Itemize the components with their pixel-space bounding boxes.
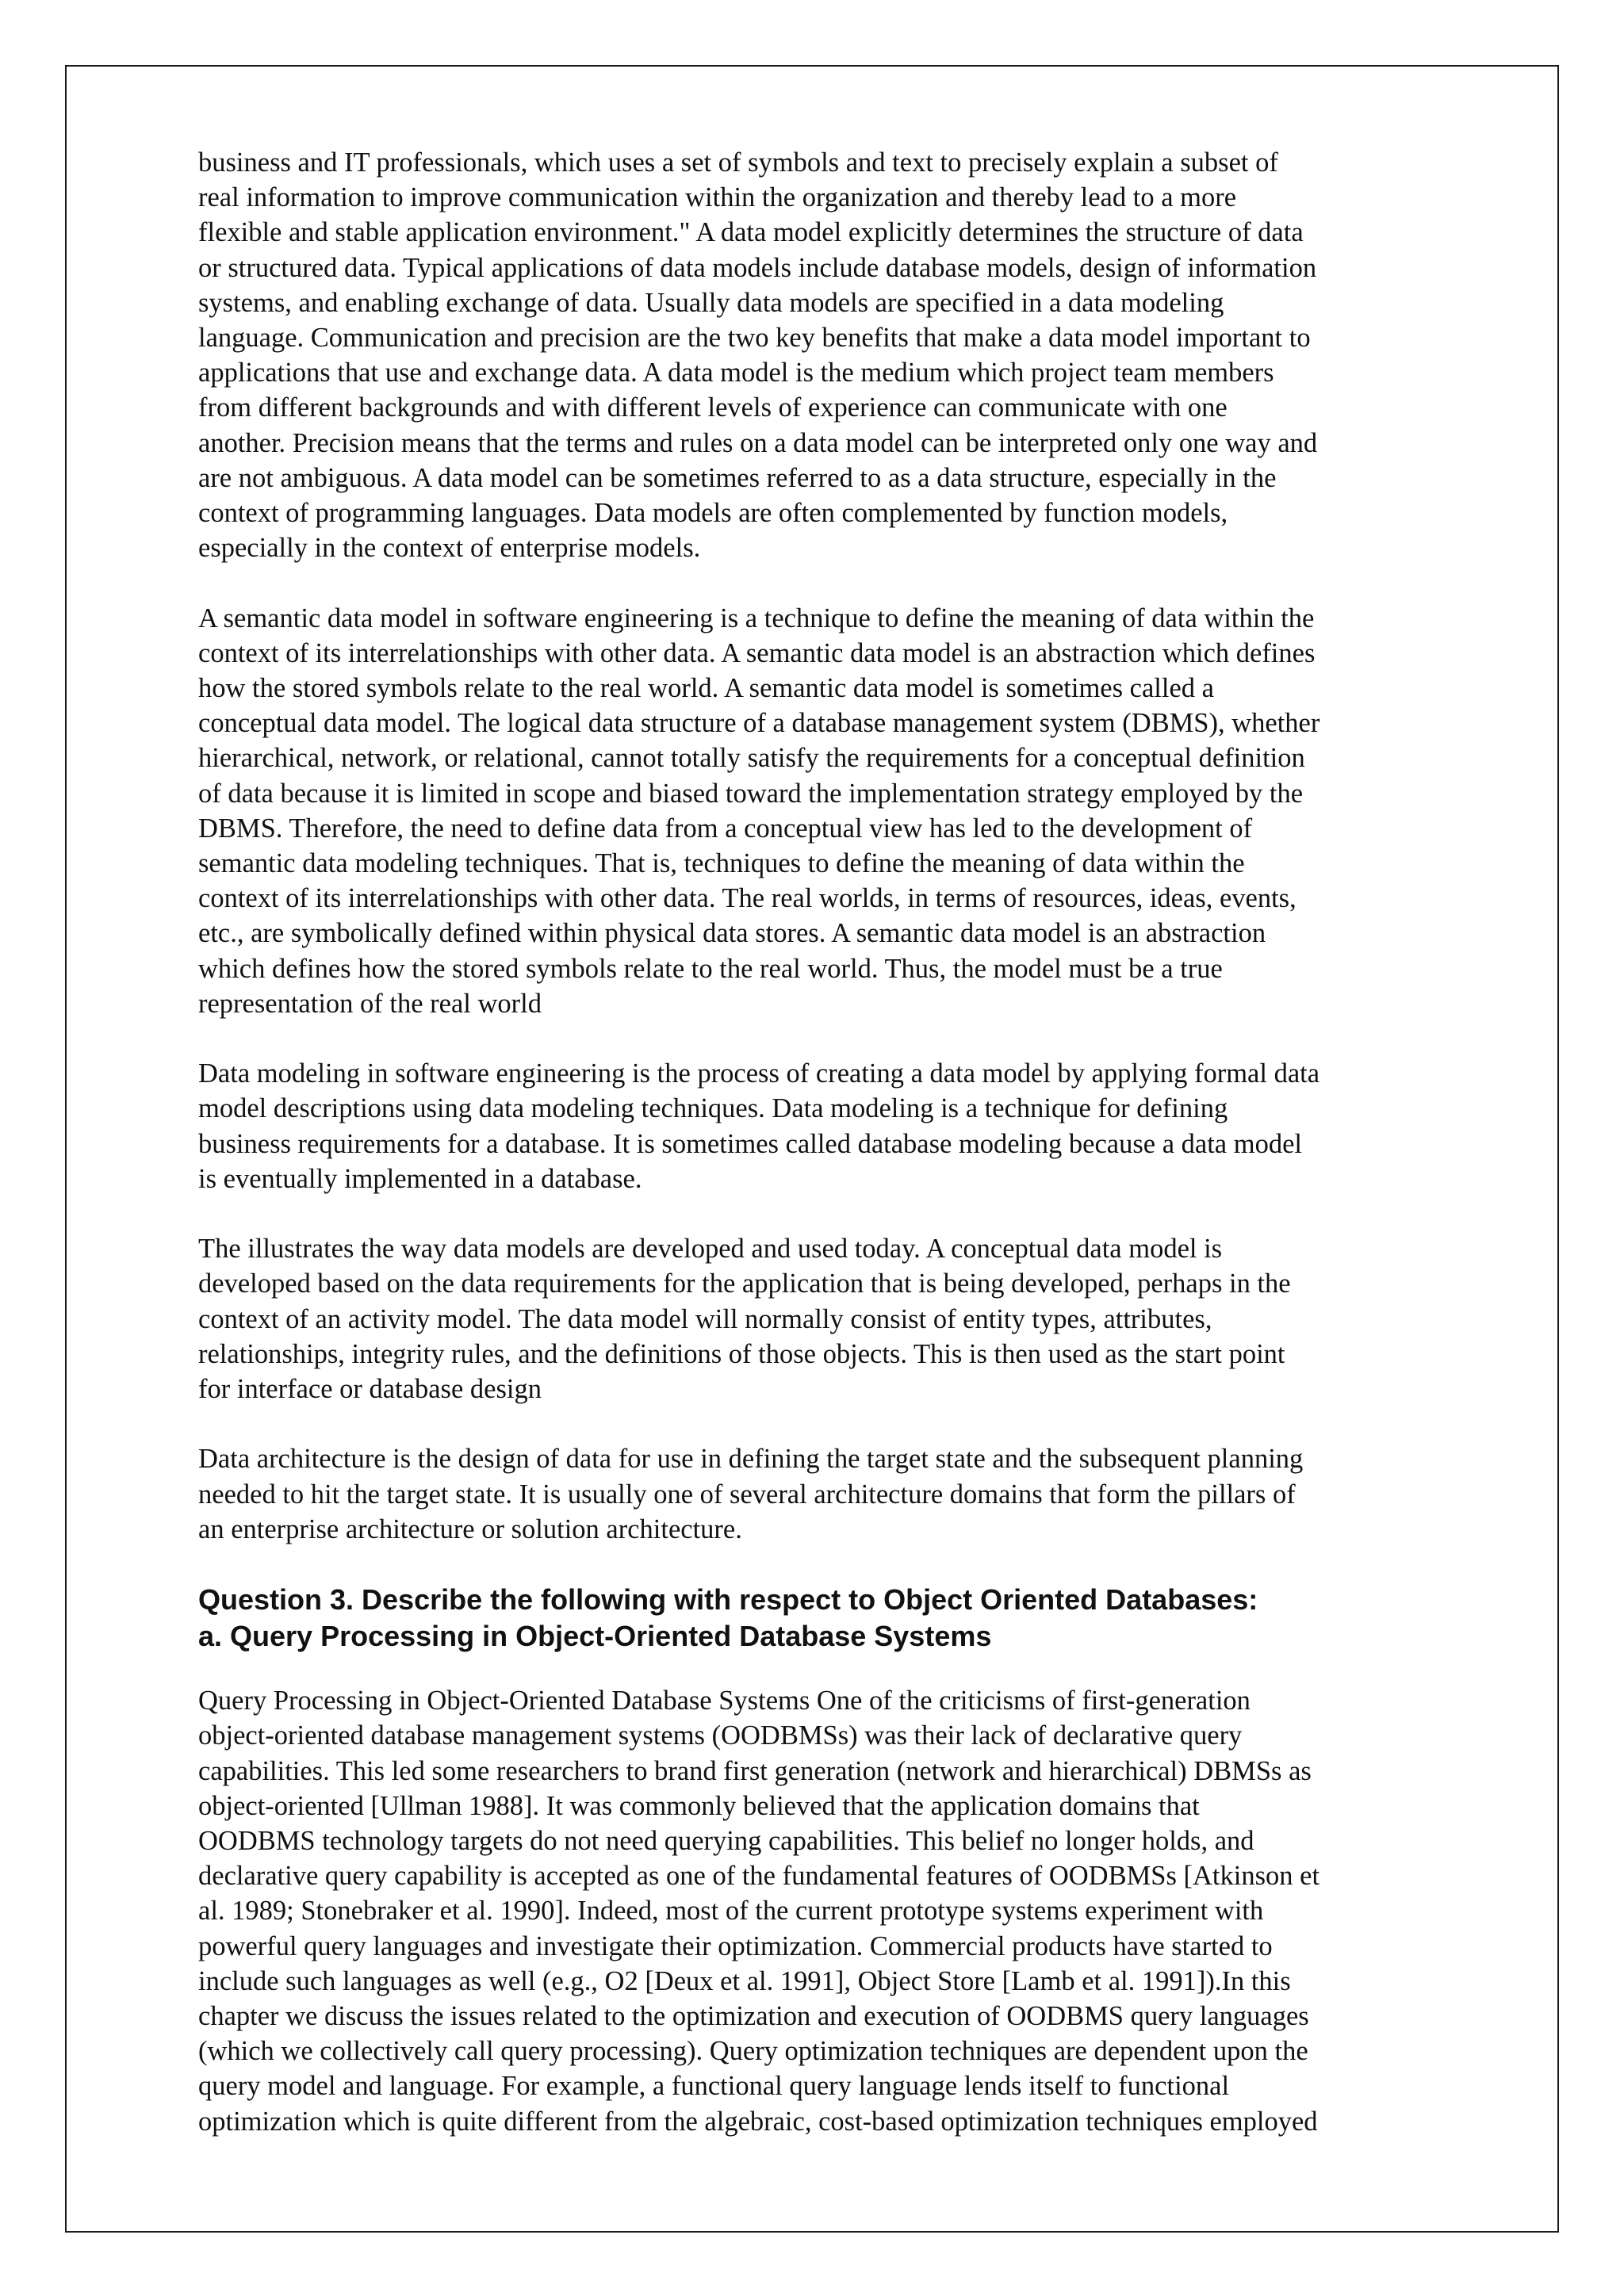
paragraph-line: context of an activity model. The data model will normally consist of entity types, attributes, [198,1303,1212,1334]
paragraphs-before [198,145,1435,1547]
paragraph-line: context of its interrelationships with other data. The real worlds, in terms of resources, ideas, events, [198,883,1297,914]
paragraph-line: hierarchical, network, or relational, cannot totally satisfy the requirements for a conceptual definition [198,743,1305,774]
paragraph-line: another. Precision means that the terms and rules on a data model can be interpreted only one way and [198,427,1318,458]
paragraph [198,601,1435,1021]
paragraph-line: real information to improve communication within the organization and thereby lead to a more [198,182,1237,213]
paragraph-line: query model and language. For example, a functional query language lends itself to functional [198,2071,1230,2102]
paragraph-line: Data architecture is the design of data for use in defining the target state and the subsequent planning [198,1444,1304,1475]
paragraph-line: an enterprise architecture or solution architecture. [198,1513,742,1544]
paragraph-line: for interface or database design [198,1374,542,1405]
paragraph-line: capabilities. This led some researchers to brand first generation (network and hierarchical) DBMSs as [198,1755,1312,1786]
paragraph-line: al. 1989; Stonebraker et al. 1990]. Indeed, most of the current prototype systems experiment with [198,1896,1264,1927]
paragraph-line: semantic data modeling techniques. That is, techniques to define the meaning of data within the [198,848,1245,879]
paragraph-line: Data modeling in software engineering is the process of creating a data model by applying formal data [198,1058,1320,1089]
paragraph-line: applications that use and exchange data. A data model is the medium which project team members [198,358,1274,388]
paragraph-line: object-oriented database management systems (OODBMSs) was their lack of declarative query [198,1720,1243,1751]
question-heading [198,1582,1435,1655]
paragraph-line: are not ambiguous. A data model can be sometimes referred to as a data structure, especially in the [198,462,1277,493]
paragraph-line: which defines how the stored symbols relate to the real world. Thus, the model must be a true [198,953,1223,984]
paragraph [198,145,1435,565]
paragraph-line: include such languages as well (e.g., O2 [Deux et al. 1991], Object Store [Lamb et al. 1991]).In this [198,1965,1291,1996]
paragraph-line: relationships, integrity rules, and the definitions of those objects. This is then used as the start point [198,1338,1285,1369]
paragraph [198,1056,1435,1196]
paragraph-line: how the stored symbols relate to the real world. A semantic data model is sometimes called a [198,673,1214,704]
paragraph-line: context of programming languages. Data models are often complemented by function models, [198,498,1228,529]
paragraph-line: or structured data. Typical applications of data models include database models, design of information [198,252,1317,283]
paragraph-line: OODBMS technology targets do not need querying capabilities. This belief no longer holds, and [198,1826,1254,1857]
paragraph-line: is eventually implemented in a database. [198,1163,642,1194]
paragraph-line: systems, and enabling exchange of data. Usually data models are specified in a data modeling [198,287,1224,318]
paragraph-line: especially in the context of enterprise models. [198,533,701,564]
paragraph-line: A semantic data model in software engineering is a technique to define the meaning of data within the [198,603,1315,633]
paragraphs-after [198,1683,1435,2139]
paragraph-line: developed based on the data requirements for the application that is being developed, perhaps in the [198,1269,1291,1299]
paragraph-line: declarative query capability is accepted as one of the fundamental features of OODBMSs [Atkinson et [198,1861,1320,1892]
paragraph-line: of data because it is limited in scope and biased toward the implementation strategy employed by the [198,778,1304,809]
paragraph-line: DBMS. Therefore, the need to define data from a conceptual view has led to the development of [198,813,1253,844]
paragraph [198,1683,1435,2139]
paragraph-line: model descriptions using data modeling techniques. Data modeling is a technique for defining [198,1093,1228,1124]
paragraph-line: optimization which is quite different from the algebraic, cost-based optimization techniques employed [198,2106,1318,2137]
heading-line: Question 3. Describe the following with respect to Object Oriented Databases: [198,1583,1258,1617]
paragraph-line: etc., are symbolically defined within physical data stores. A semantic data model is an abstraction [198,918,1266,949]
paragraph-line: powerful query languages and investigate their optimization. Commercial products have started to [198,1931,1273,1961]
paragraph-line: chapter we discuss the issues related to the optimization and execution of OODBMS query languages [198,2001,1309,2032]
paragraph-line: Query Processing in Object-Oriented Database Systems One of the criticisms of first-generation [198,1686,1251,1716]
paragraph-line: language. Communication and precision are the two key benefits that make a data model important to [198,323,1311,354]
paragraph-line: context of its interrelationships with other data. A semantic data model is an abstraction which defines [198,637,1316,668]
heading-line: a. Query Processing in Object-Oriented Database Systems [198,1620,992,1653]
paragraph [198,1231,1435,1406]
paragraph-line: representation of the real world [198,988,542,1019]
paragraph-line: object-oriented [Ullman 1988]. It was commonly believed that the application domains that [198,1790,1200,1821]
paragraph-line: (which we collectively call query processing). Query optimization techniques are dependent upon the [198,2036,1308,2067]
paragraph-line: The illustrates the way data models are developed and used today. A conceptual data model is [198,1234,1223,1265]
paragraph-line: needed to hit the target state. It is usually one of several architecture domains that form the pillars of [198,1479,1296,1510]
paragraph-line: business and IT professionals, which uses a set of symbols and text to precisely explain a subset of [198,147,1278,178]
paragraph-line: conceptual data model. The logical data structure of a database management system (DBMS), whether [198,708,1320,739]
paragraph-line: from different backgrounds and with different levels of experience can communicate with one [198,392,1228,423]
paragraph [198,1441,1435,1547]
paragraph-line: flexible and stable application environment." A data model explicitly determines the structure of data [198,217,1304,248]
document-body [198,145,1435,2174]
paragraph-line: business requirements for a database. It is sometimes called database modeling because a data model [198,1128,1302,1159]
